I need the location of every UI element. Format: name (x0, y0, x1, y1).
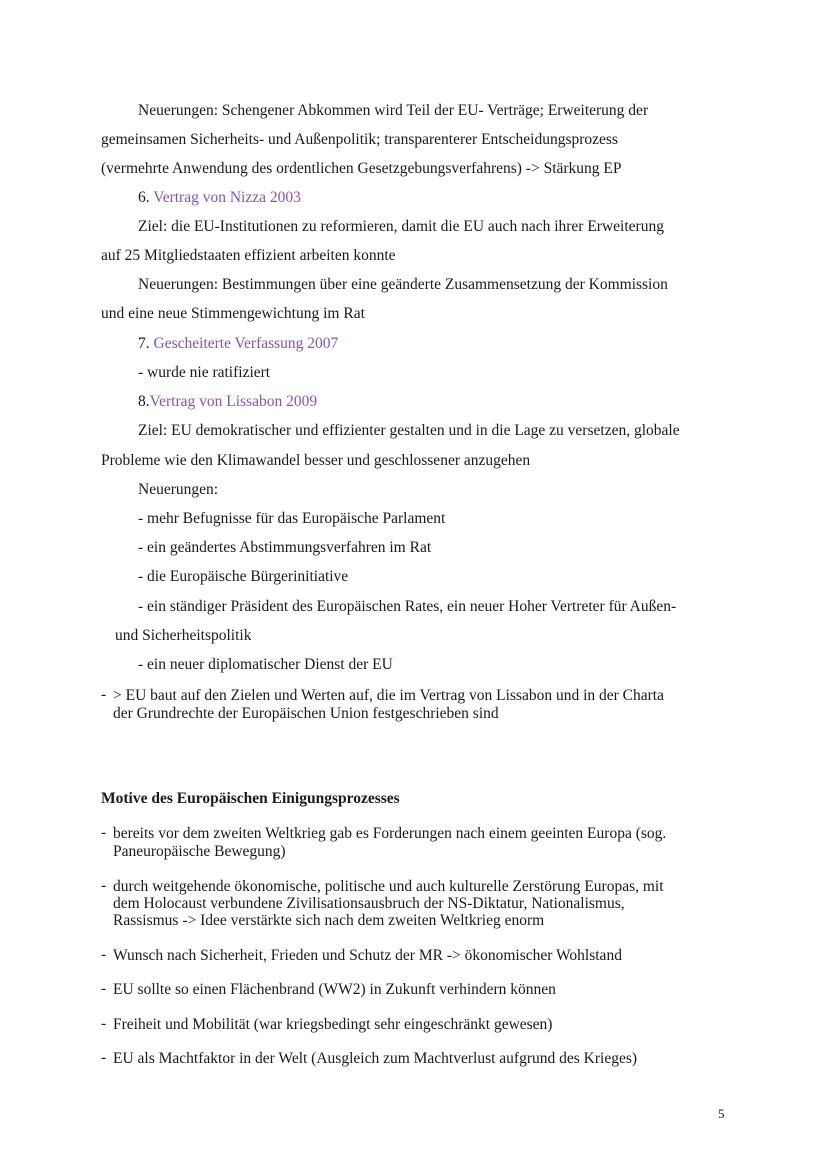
treaty-heading-nizza (138, 188, 301, 208)
list-item-line: Paneuropäische Bewegung) (113, 843, 286, 860)
summary-line: der Grundrechte der Europäischen Union festgeschrieben sind (113, 705, 499, 722)
list-item-line: durch weitgehende ökonomische, politische und auch kulturelle Zerstörung Europas, mit (113, 878, 664, 895)
paragraph-line: Probleme wie den Klimawandel besser und geschlossener anzugehen (101, 452, 531, 469)
list-item-continuation: und Sicherheitspolitik (115, 627, 252, 644)
paragraph-line: (vermehrte Anwendung des ordentlichen Gesetzgebungsverfahrens) -> Stärkung EP (101, 160, 622, 177)
treaty-title: Vertrag von Lissabon 2009 (149, 393, 318, 410)
treaty-number: 8. (138, 393, 150, 410)
paragraph-line: gemeinsamen Sicherheits- und Außenpolitik; transparenterer Entscheidungsprozess (101, 131, 618, 148)
bullet-dash: - (101, 1015, 107, 1032)
list-item-line: EU sollte so einen Flächenbrand (WW2) in Zukunft verhindern können (113, 981, 556, 998)
list-item-line: dem Holocaust verbundene Zivilisationsausbruch der NS-Diktatur, Nationalismus, (113, 895, 625, 912)
treaty-number: 6. (138, 189, 154, 206)
bullet-dash: - (101, 824, 107, 841)
page-number: 5 (718, 1106, 725, 1121)
list-item-line: Wunsch nach Sicherheit, Frieden und Schutz der MR -> ökonomischer Wohlstand (113, 947, 622, 964)
list-item-line: Freiheit und Mobilität (war kriegsbedingt sehr eingeschränkt gewesen) (113, 1016, 553, 1033)
list-item-line: EU als Machtfaktor in der Welt (Ausgleich zum Machtverlust aufgrund des Krieges) (113, 1050, 638, 1067)
treaty-number: 7. (138, 335, 154, 352)
bullet-dash: - (101, 686, 107, 703)
paragraph-line: auf 25 Mitgliedstaaten effizient arbeiten konnte (101, 247, 396, 264)
bullet-dash: - (101, 946, 107, 963)
summary-line: > EU baut auf den Zielen und Werten auf, die im Vertrag von Lissabon und in der Charta (113, 687, 664, 704)
treaty-title: Vertrag von Nizza 2003 (153, 189, 301, 206)
list-item-line: bereits vor dem zweiten Weltkrieg gab es Forderungen nach einem geeinten Europa (sog. (113, 825, 667, 842)
paragraph-line: Ziel: EU demokratischer und effizienter gestalten und in die Lage zu versetzen, globale (138, 422, 680, 439)
section-heading: Motive des Europäischen Einigungsprozesses (101, 790, 400, 807)
list-item-line: Rassismus -> Idee verstärkte sich nach dem zweiten Weltkrieg enorm (113, 912, 545, 929)
bullet-dash: - (101, 1049, 107, 1066)
list-item: - ein ständiger Präsident des Europäischen Rates, ein neuer Hoher Vertreter für Außen- (138, 598, 677, 615)
list-item: - mehr Befugnisse für das Europäische Parlament (138, 510, 446, 527)
bullet-dash: - (101, 980, 107, 997)
list-item: - ein geändertes Abstimmungsverfahren im Rat (138, 539, 432, 556)
treaty-heading-verfassung (138, 334, 338, 354)
paragraph-line: - wurde nie ratifiziert (138, 364, 271, 381)
list-item: - ein neuer diplomatischer Dienst der EU (138, 656, 393, 673)
paragraph-line: Neuerungen: (138, 481, 219, 498)
treaty-title: Gescheiterte Verfassung 2007 (153, 335, 339, 352)
paragraph-line: Neuerungen: Schengener Abkommen wird Teil der EU- Verträge; Erweiterung der (138, 102, 649, 119)
list-item: - die Europäische Bürgerinitiative (138, 568, 349, 585)
paragraph-line: Neuerungen: Bestimmungen über eine geänderte Zusammensetzung der Kommission (138, 276, 668, 293)
paragraph-line: Ziel: die EU-Institutionen zu reformieren, damit die EU auch nach ihrer Erweiterung (138, 218, 664, 235)
treaty-heading-lissabon (138, 392, 317, 412)
bullet-dash: - (101, 877, 107, 894)
paragraph-line: und eine neue Stimmengewichtung im Rat (101, 305, 365, 322)
